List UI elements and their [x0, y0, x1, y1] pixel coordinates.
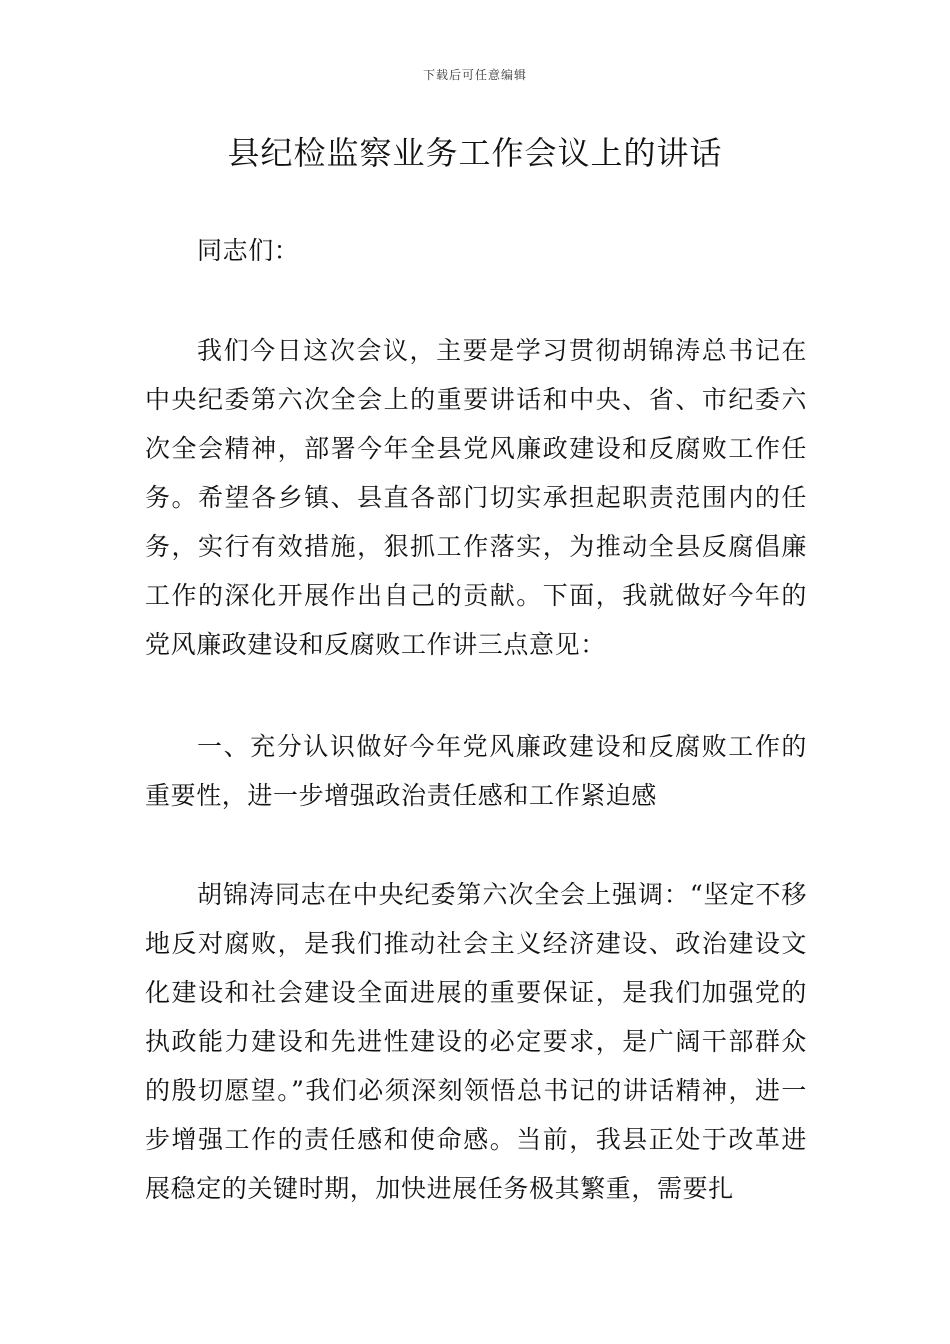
greeting: 同志们： [197, 236, 300, 265]
section-1-paragraph: 胡锦涛同志在中央纪委第六次全会上强调：“坚定不移地反对腐败，是我们推动社会主义经济建设、政治建设文化建设和社会建设全面进展的重要保证，是我们加强党的执政能力建设和先进性建设的必定要求，是广阔干部群众的殷切愿望。”我们必须深刻领悟总书记的讲话精神，进一步增强工作的责任感和使命感。当前，我县正处于改革进展稳定的关键时期，加快进展任务极其繁重，需要扎 [145, 880, 807, 1203]
document-title: 县纪检监察业务工作会议上的讲话 [227, 134, 723, 172]
header-note: 下载后可任意编辑 [422, 68, 527, 82]
intro-paragraph: 我们今日这次会议，主要是学习贯彻胡锦涛总书记在中央纪委第六次全会上的重要讲话和中央、省、市纪委六次全会精神，部署今年全县党风廉政建设和反腐败工作任务。希望各乡镇、县直各部门切实承担起职责范围内的任务，实行有效措施，狠抓工作落实，为推动全县反腐倡廉工作的深化开展作出自己的贡献。下面，我就做好今年的党风廉政建设和反腐败工作讲三点意见： [145, 336, 807, 659]
section-1-heading: 一、充分认识做好今年党风廉政建设和反腐败工作的重要性，进一步增强政治责任感和工作紧迫感 [145, 732, 807, 810]
